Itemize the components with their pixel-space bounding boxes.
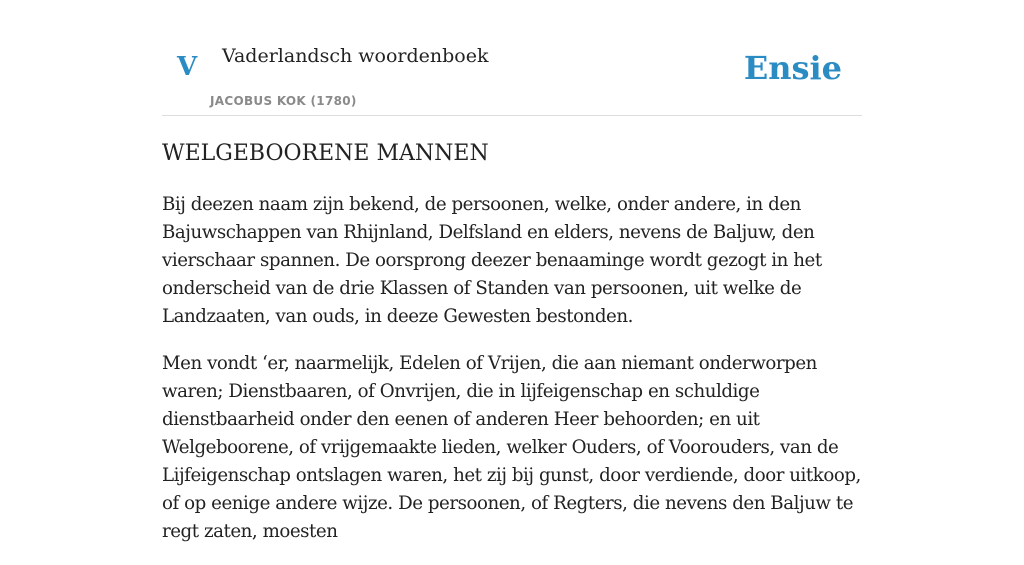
header [162,0,862,116]
index-letter[interactable]: V [177,52,198,82]
entry-title: WELGEBOORENE MANNEN [162,141,489,166]
paragraph: Bij deezen naam zijn bekend, de persoonen, welke, onder andere, in den Bajuwschappen van Rhijnland, Delfsland en elders, nevens de Baljuw, den vierschaar spannen. De oorsprong deezer benaaminge wordt gezogt in het onderscheid van de drie Klassen of Standen van persoonen, uit welke de Landzaaten, van ouds, in deeze Gewesten bestonden. [162,194,822,327]
author-label: JACOBUS KOK (1780) [210,94,357,108]
ensie-logo[interactable]: Ensie [743,49,842,87]
entry-body [162,191,862,565]
paragraph: Men vondt ‘er, naarmelijk, Edelen of Vrijen, die aan niemant onderworpen waren; Dienstbaaren, of Onvrijen, die in lijfeigenschap en schuldige dienstbaarheid onder den eenen of anderen Heer behoorden; en uit Welgeboorene, of vrijgemaakte lieden, welker Ouders, of Voorouders, van de Lijfeigenschap ontslagen waren, het zij bij gunst, door verdiende, door uitkoop, of op eenige andere wijze. De persoonen, of Regters, die nevens den Baljuw te regt zaten, moesten [162,353,861,542]
book-title[interactable]: Vaderlandsch woordenboek [222,45,489,67]
page [162,0,862,542]
